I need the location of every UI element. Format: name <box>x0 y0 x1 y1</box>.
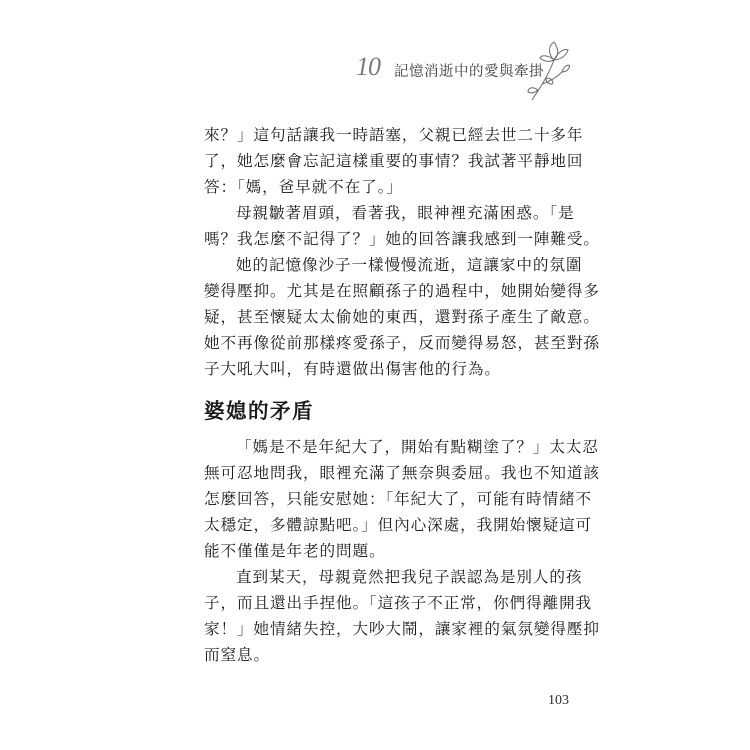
text-line: 而窒息。 <box>204 646 270 664</box>
text-line: 嗎？我怎麼不記得了？」她的回答讓我感到一陣難受。 <box>204 230 600 248</box>
section-heading: 婆媳的矛盾 <box>204 399 314 423</box>
text-line: 變得壓抑。尤其是在照顧孫子的過程中，她開始變得多 <box>204 282 600 300</box>
text-line: 直到某天，母親竟然把我兒子誤認為是別人的孩 <box>236 568 583 586</box>
running-header <box>356 52 570 88</box>
text-line: 太穩定，多體諒點吧。」但內心深處，我開始懷疑這可 <box>204 516 593 534</box>
text-line: 母親皺著眉頭，看著我，眼神裡充滿困惑。「是 <box>236 204 575 222</box>
section-2 <box>204 434 600 668</box>
text-line: 答：「媽，爸早就不在了。」 <box>204 178 403 196</box>
text-line: 子，而且還出手捏他。「這孩子不正常，你們得離開我 <box>204 594 593 612</box>
text-line: 家！」她情緒失控，大吵大鬧，讓家裡的氣氛變得壓抑 <box>204 620 600 638</box>
paragraph <box>204 200 600 252</box>
body-text <box>204 122 600 668</box>
paragraph <box>204 122 584 200</box>
section-1 <box>204 122 600 382</box>
paragraph <box>204 252 600 382</box>
chapter-title: 記憶消逝中的愛與牽掛 <box>394 64 544 80</box>
text-line: 怎麼回答，只能安慰她：「年紀大了，可能有時情緒不 <box>204 490 593 508</box>
text-line: 疑，甚至懷疑太太偷她的東西，還對孫子產生了敵意。 <box>204 308 600 326</box>
text-line: 她不再像從前那樣疼愛孫子，反而變得易怒，甚至對孫 <box>204 334 600 352</box>
text-line: 能不僅僅是年老的問題。 <box>204 542 386 560</box>
flower-icon <box>524 38 570 104</box>
text-line: 她的記憶像沙子一樣慢慢流逝，這讓家中的氛圍 <box>236 256 583 274</box>
paragraph <box>204 434 600 564</box>
text-line: 了，她怎麼會忘記這樣重要的事情？我試著平靜地回 <box>204 152 584 170</box>
text-line: 「媽是不是年紀大了，開始有點糊塗了？」太太忍 <box>236 438 599 456</box>
paragraph <box>204 564 600 668</box>
chapter-number: 10 <box>356 52 380 81</box>
text-line: 子大吼大叫，有時還做出傷害他的行為。 <box>204 360 501 378</box>
text-line: 來？」這句話讓我一時語塞，父親已經去世二十多年 <box>204 126 584 144</box>
text-line: 無可忍地問我，眼裡充滿了無奈與委屈。我也不知道該 <box>204 464 600 482</box>
page-number: 103 <box>548 693 569 708</box>
